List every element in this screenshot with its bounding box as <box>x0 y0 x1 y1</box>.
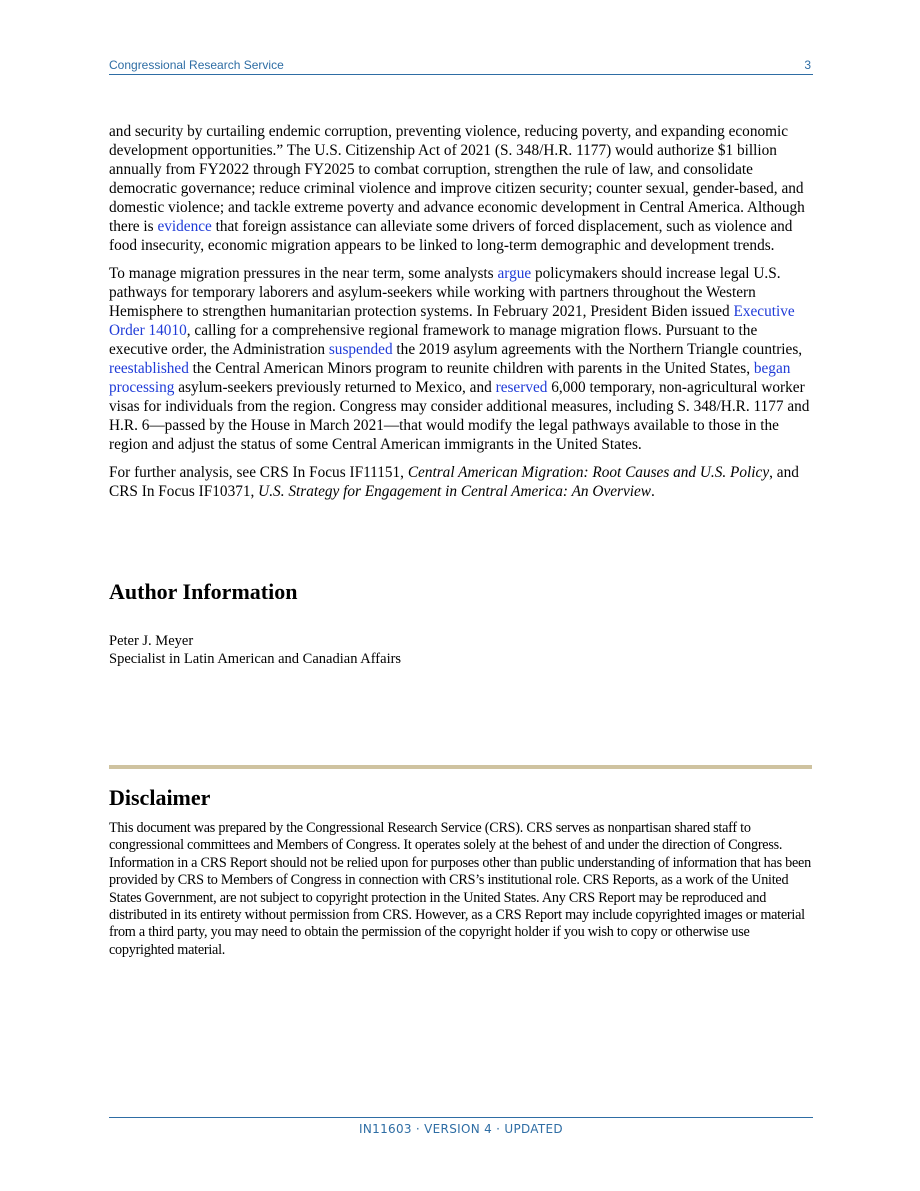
evidence-link[interactable]: evidence <box>157 218 212 235</box>
page-number: 3 <box>804 58 811 72</box>
text-run: the 2019 asylum agreements with the Northern Triangle countries, <box>392 341 803 358</box>
text-run: To manage migration pressures in the near term, some analysts <box>109 265 498 282</box>
text-run: the Central American Minors program to reunite children with parents in the United States, <box>188 360 754 377</box>
began-processing-link[interactable]: began processing <box>109 360 791 396</box>
text-run: asylum-seekers previously returned to Mexico, and <box>174 379 496 396</box>
suspended-link[interactable]: suspended <box>328 341 393 358</box>
report-id: IN11603 · VERSION 4 · UPDATED <box>359 1122 563 1136</box>
disclaimer-heading: Disclaimer <box>109 785 211 810</box>
author-name: Peter J. Meyer <box>109 633 194 649</box>
text-run: , calling for a comprehensive regional framework to manage migration flows. Pursuant to the executive order, the Administration <box>109 322 758 358</box>
text-run: and security by curtailing endemic corruption, preventing violence, reducing poverty, and expanding economic development opportunities.” The U.S. Citizenship Act of 2021 (S. 348/H.R. 1177) would authorize $1 billion annually from FY2022 through FY2025 to combat corruption, strengthen the rule of law, and consolidate democratic governance; reduce criminal violence and improve citizen security; counter sexual, gender-based, and domestic violence; and tackle extreme poverty and advance economic development in Central America. Although there is <box>109 123 805 235</box>
author-block <box>109 632 401 668</box>
text-run: policymakers should increase legal U.S. pathways for temporary laborers and asylum-seekers while working with partners throughout the Western Hemisphere to strengthen humanitarian protection systems. In February 2021, President Biden issued <box>109 265 781 320</box>
paragraph-migration-pressures <box>109 264 814 454</box>
page-footer <box>109 1117 813 1136</box>
argue-link[interactable]: argue <box>497 265 532 282</box>
report-title-italic: Central American Migration: Root Causes and U.S. Policy <box>407 464 770 481</box>
text-run: For further analysis, see CRS In Focus IF11151, <box>109 464 408 481</box>
section-divider <box>109 765 812 769</box>
author-information-heading: Author Information <box>109 579 298 604</box>
header-org-name: Congressional Research Service <box>109 58 284 72</box>
author-title: Specialist in Latin American and Canadian Affairs <box>109 651 402 667</box>
reserved-link[interactable]: reserved <box>495 379 548 396</box>
executive-order-link[interactable]: Executive Order 14010 <box>109 303 795 339</box>
paragraph-further-analysis <box>109 463 814 501</box>
text-run: that foreign assistance can alleviate some drivers of forced displacement, such as violence and food insecurity, economic migration appears to be linked to long-term demographic and development trends. <box>109 218 793 254</box>
page-header <box>109 56 813 75</box>
report-title-italic: U.S. Strategy for Engagement in Central America: An Overview <box>258 483 652 500</box>
text-run: 6,000 temporary, non-agricultural worker visas for individuals from the region. Congress may consider additional measures, including S. 348/H.R. 1177 and H.R. 6—passed by the House in March 2021—that would modify the legal pathways available to those in the region and adjust the status of some Central American immigrants in the United States. <box>109 379 810 453</box>
report-body <box>109 122 814 510</box>
text-run: . <box>651 483 655 500</box>
paragraph-foreign-assistance <box>109 122 814 255</box>
text-run: , and CRS In Focus IF10371, <box>109 464 799 500</box>
reestablished-link[interactable]: reestablished <box>109 360 189 377</box>
disclaimer-text: This document was prepared by the Congressional Research Service (CRS). CRS serves as nonpartisan shared staff to congressional committees and Members of Congress. It operates solely at the behest of and under the direction of Congress. Information in a CRS Report should not be relied upon for purposes other than public understanding of information that has been provided by CRS to Members of Congress in connection with CRS’s institutional role. CRS Reports, as a work of the United States Government, are not subject to copyright protection in the United States. Any CRS Report may be reproduced and distributed in its entirety without permission from CRS. However, as a CRS Report may include copyrighted images or material from a third party, you may need to obtain the permission of the copyright holder if you wish to copy or otherwise use copyrighted material. <box>109 820 811 958</box>
